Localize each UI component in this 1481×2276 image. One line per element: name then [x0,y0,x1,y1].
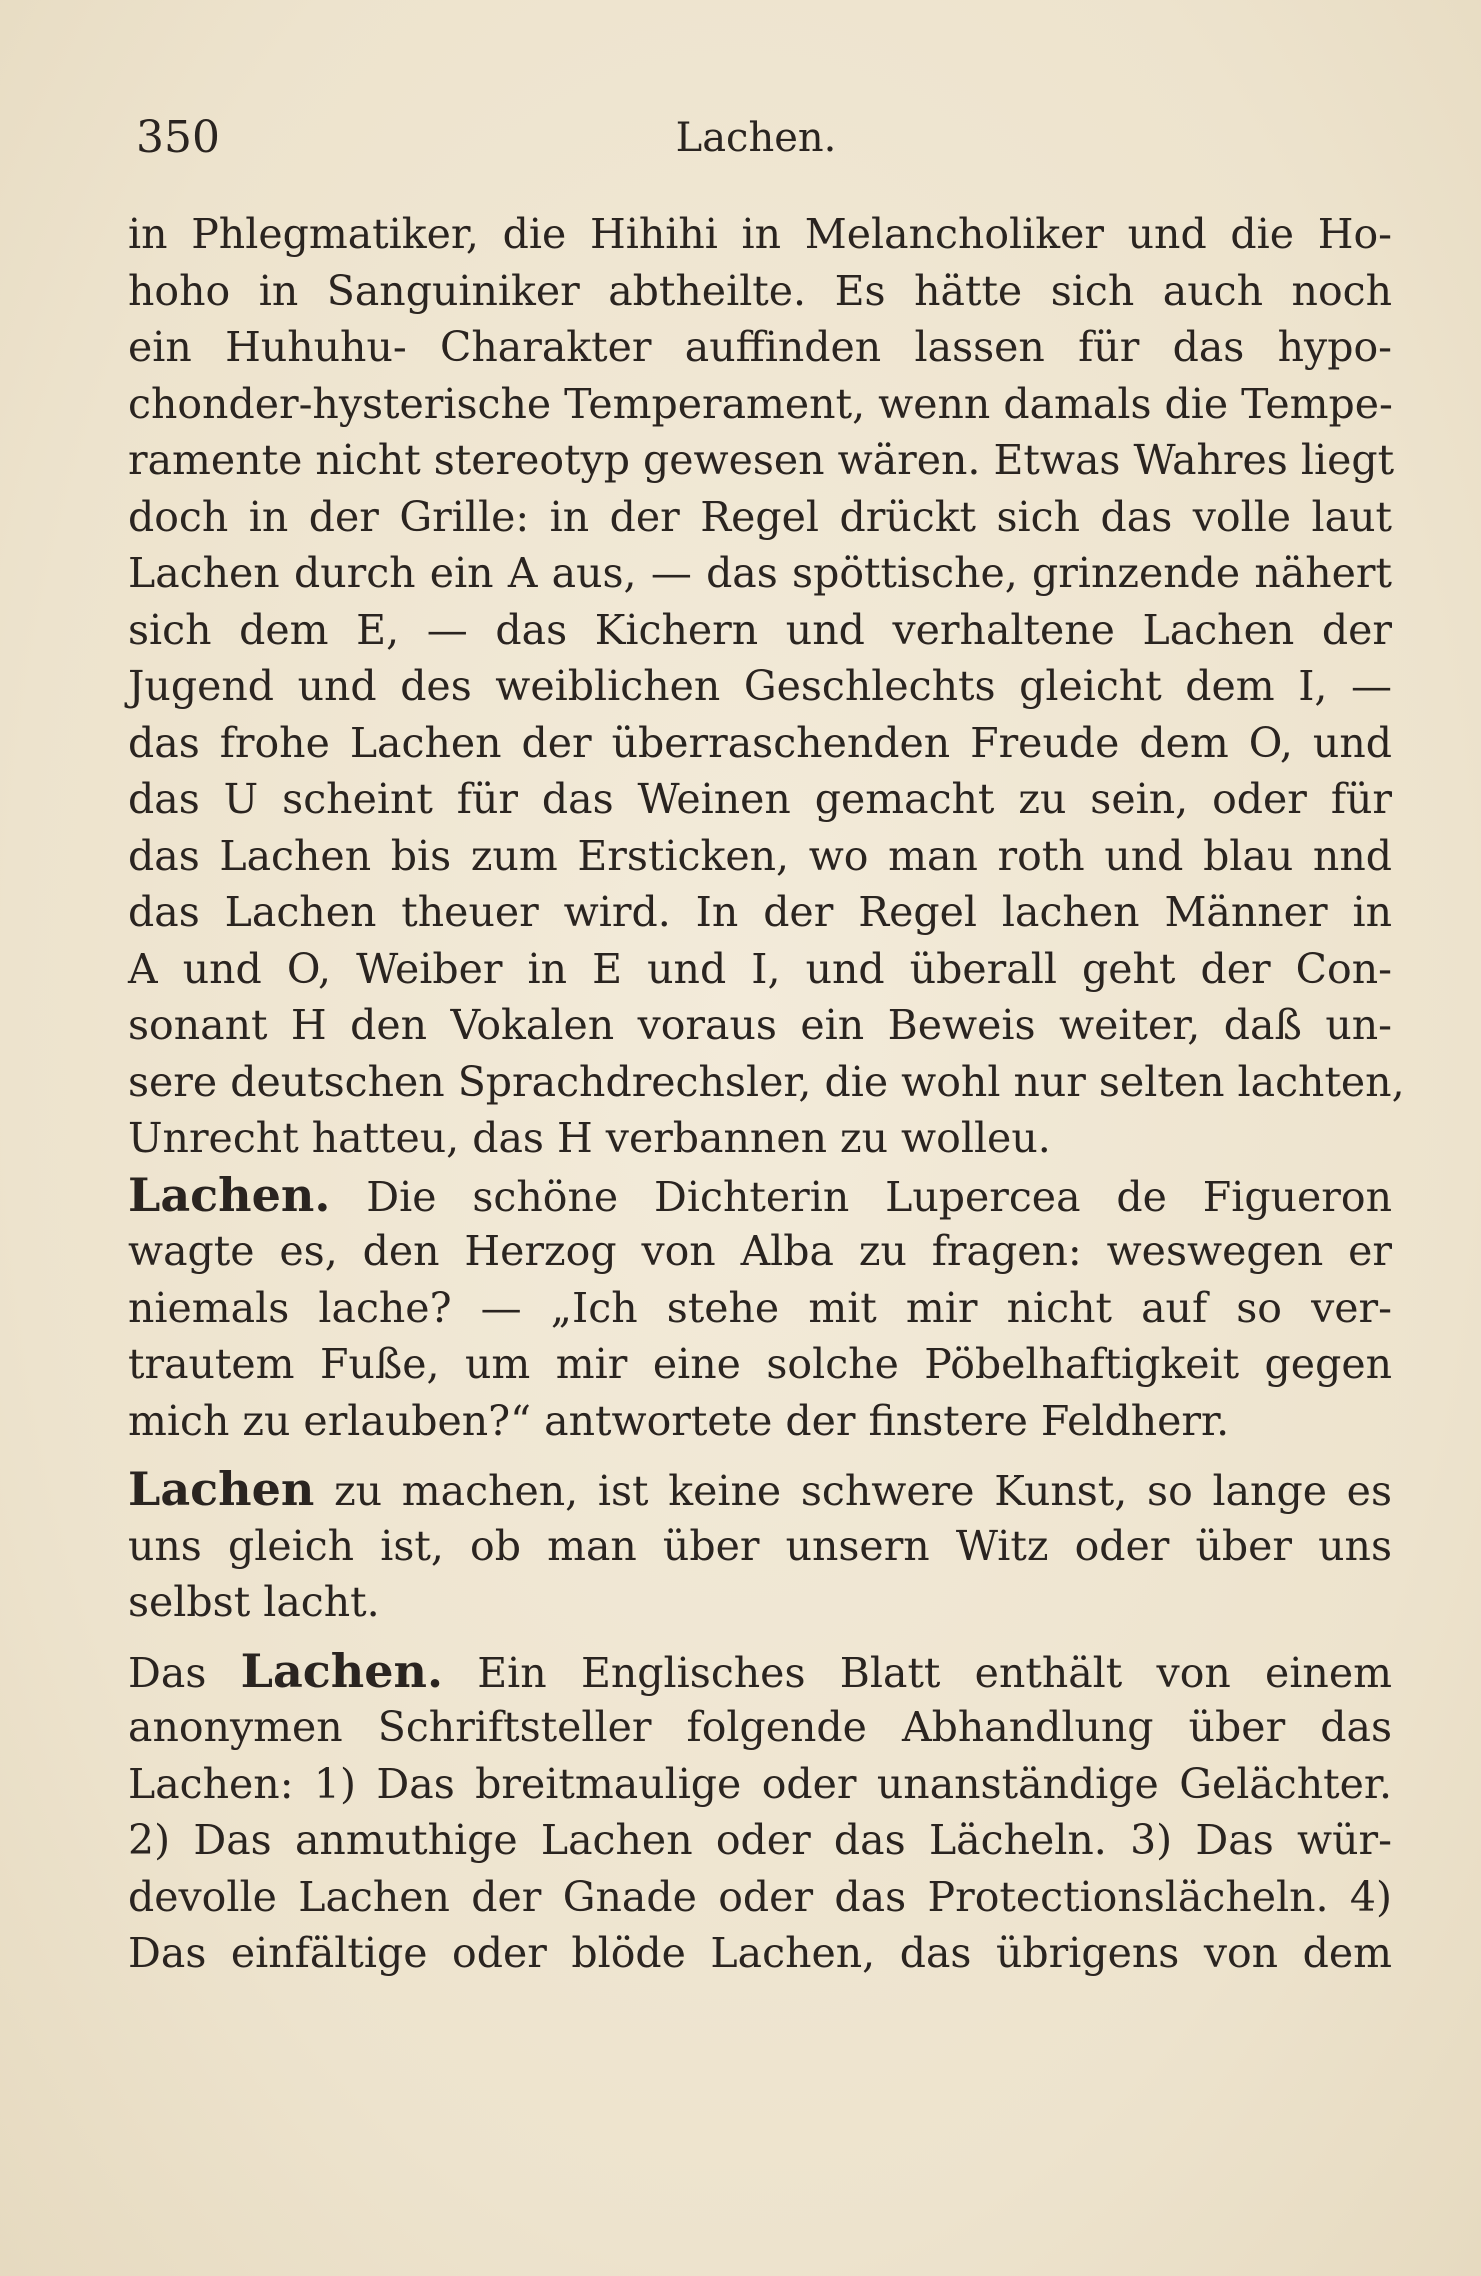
text-line: mich zu erlauben?“ antwortete der finstere Feldherr. [128,1396,1230,1445]
entry-keyword: Lachen. [240,1643,443,1698]
paragraph-3 [128,1461,1392,1631]
text-line: hoho in Sanguiniker abtheilte. Es hätte sich auch noch [128,266,1392,315]
entry-first-line [128,1167,1392,1224]
text-line: Jugend und des weiblichen Geschlechts gleicht dem I, — [128,662,1392,710]
text-line: ein Huhuhu- Charakter auffinden lassen für das hypo- [128,323,1392,371]
entry-first-line [128,1461,1392,1518]
entry-first-line-text: Ein Englisches Blatt enthält von einem [477,1648,1392,1697]
text-line: sere deutschen Sprachdrechsler, die wohl nur selten lachten, [128,1057,1405,1106]
text-line: sonant H den Vokalen voraus ein Beweis weiter, daß un- [128,1001,1392,1049]
text-line: 2) Das anmuthige Lachen oder das Lächeln. 3) Das wür- [128,1816,1392,1864]
text-line: Lachen durch ein A aus, — das spöttische, grinzende nähert [128,549,1392,597]
text-line: Unrecht hatteu, das H verbannen zu wolleu. [128,1114,1051,1162]
text-line: das Lachen bis zum Ersticken, wo man roth und blau nnd [128,831,1392,880]
text-line: chonder-hysterische Temperament, wenn damals die Tempe- [128,379,1393,428]
text-line: uns gleich ist, ob man über unsern Witz oder über uns [128,1521,1392,1570]
entry-keyword: Lachen [128,1462,315,1516]
running-title: Lachen. [675,115,837,161]
text-line: wagte es, den Herzog von Alba zu fragen: weswegen er [128,1227,1392,1275]
text-line: A und O, Weiber in E und I, und überall geht der Con- [128,944,1392,993]
text-line: das U scheint für das Weinen gemacht zu sein, oder für [128,775,1392,823]
paragraph-2 [128,1167,1392,1450]
paragraph-1 [128,206,1405,1167]
entry-first-line [128,1643,1392,1700]
text-line: ramente nicht stereotyp gewesen wären. Etwas Wahres liegt [128,436,1395,484]
text-line: doch in der Grille: in der Regel drückt sich das volle laut [128,492,1392,541]
entry-first-line-text: Die schöne Dichterin Lupercea de Figueron [366,1172,1392,1221]
text-line: niemals lache? — „Ich stehe mit mir nicht auf so ver- [128,1283,1392,1332]
text-line: anonymen Schriftsteller folgende Abhandlung über das [128,1703,1392,1751]
text-line: in Phlegmatiker, die Hihihi in Melancholiker und die Ho- [128,210,1392,258]
text-line: das Lachen theuer wird. In der Regel lachen Männer in [128,888,1392,936]
text-line: Das einfältige oder blöde Lachen, das übrigens von dem [128,1929,1392,1977]
text-line: das frohe Lachen der überraschenden Freude dem O, und [128,718,1392,767]
text-line: trautem Fuße, um mir eine solche Pöbelhaftigkeit gegen [128,1340,1392,1388]
entry-keyword: Lachen. [128,1167,331,1222]
text-line: selbst lacht. [128,1578,380,1626]
text-line: Lachen: 1) Das breitmaulige oder unanständige Gelächter. [128,1759,1392,1808]
text-line: sich dem E, — das Kichern und verhaltene Lachen der [128,605,1392,654]
running-head [136,108,1376,168]
entry-prefix: Das [128,1648,207,1697]
paragraph-gap [128,1631,1392,1643]
entry-first-line-text: zu machen, ist keine schwere Kunst, so lange es [334,1467,1392,1515]
paragraph-4 [128,1643,1392,1982]
paragraph-gap [128,1449,1392,1461]
page-number: 350 [136,112,220,163]
body-text [128,206,1405,1982]
text-line: devolle Lachen der Gnade oder das Protectionslächeln. 4) [128,1872,1392,1921]
